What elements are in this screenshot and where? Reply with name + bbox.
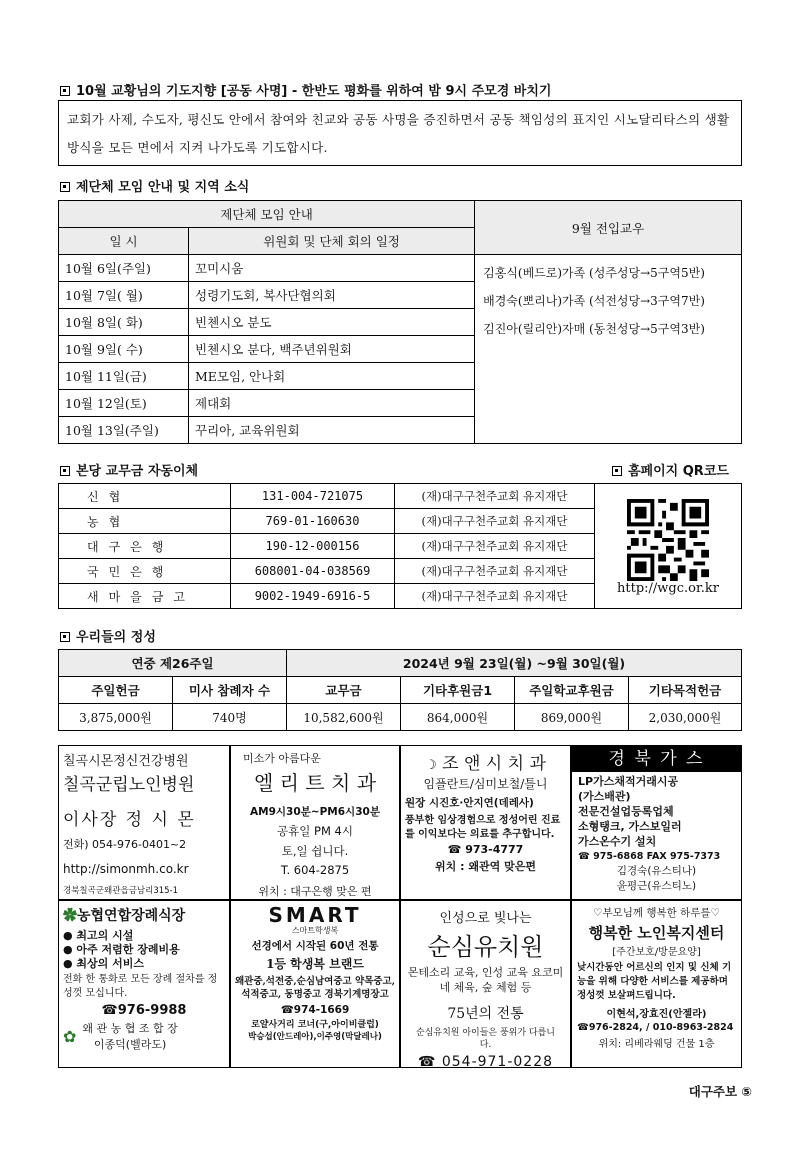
qr-code-icon[interactable] [627,499,709,581]
ad-line: ● 최상의 서비스 [63,957,145,970]
ad-logo: SMART [268,903,362,927]
ad-title: 1등 학생복 브랜드 [266,957,364,971]
table-row [59,484,742,509]
list-item: 배경숙(뽀리나)가족 (석전성당→3구역7반) [483,294,705,308]
list-item: 김홍식(베드로)가족 (성주성당→5구역5반) [483,266,705,280]
ad-line: 풍부한 임상경험으로 정성어린 진료를 이익보다는 의료를 추구합니다. [405,815,561,840]
ad-address: 로얄사거리 코너(구,아이비클럽) [251,1020,379,1030]
ad-title: 순심유치원 [427,933,544,961]
ad-line: 몬테소리 교육, 인성 교육 요코미네 체육, 숲 체험 등 [407,966,564,994]
account-holder: (재)대구구천주교회 유지재단 [395,584,595,609]
list-item: 김진아(릴리안)자매 (동천성당→5구역3반) [483,322,705,336]
meetings-table-title: 제단체 모임 안내 [59,201,475,228]
account-holder: (재)대구구천주교회 유지재단 [395,509,595,534]
qr-cell [595,484,742,609]
meeting-date: 10월 7일( 월) [59,282,189,309]
ad-line: 이종덕(벨라도) [93,1038,167,1051]
account-holder: (재)대구구천주교회 유지재단 [395,534,595,559]
square-bullet-icon [60,86,70,96]
offering-period: 2024년 9월 23일(월) ~9월 30일(월) [287,650,742,677]
intention-heading: 10월 교황님의 기도지향 [공동 사명] - 한반도 평화를 위하여 밤 9시 주모경 바치기 [60,80,551,99]
col-header: 미사 참례자 수 [173,677,287,704]
col-date: 일 시 [59,228,189,255]
tooth-icon: ☽ [425,758,437,773]
offering-heading: 우리들의 정성 [60,626,156,645]
ad-line: 인성으로 빛나는 [439,911,532,926]
qr-heading: 홈페이지 QR코드 [612,460,729,479]
offering-value: 740명 [173,704,287,731]
meeting-date: 10월 12일(토) [59,390,189,417]
square-bullet-icon [60,632,70,642]
meeting-event: 빈첸시오 분도 [189,309,475,336]
square-bullet-icon [612,466,622,476]
ad-line: 왜 관 농 협 조 합 장 [82,1022,178,1035]
col-header: 기타후원금1 [401,677,515,704]
ad-line: 75년의 전통 [447,1006,524,1022]
bank-name: 국민은행 [59,559,231,584]
leaf-icon: ✿ [63,908,77,924]
col-header: 주일학교후원금 [515,677,629,704]
ad-line: 낮시간동안 어르신의 인지 및 신체 기능을 위해 다양한 서비스를 제공하며 정성껏 보살펴드립니다. [577,962,732,1001]
meeting-date: 10월 8일( 화) [59,309,189,336]
col-header: 기타목적헌금 [629,677,742,704]
ad-line: 전화 한 통화로 모든 장례 절차를 정성껏 모십니다. [63,974,218,999]
table-row [59,704,742,731]
ad-line: 소형탱크, 가스보일러 [578,820,682,833]
offering-value: 869,000원 [515,704,629,731]
ad-line: ● 최고의 시설 [63,929,134,942]
col-header: 주일헌금 [59,677,173,704]
ad-line: 스마트학생복 [291,926,339,935]
meeting-event: 성령기도회, 복사단협의회 [189,282,475,309]
ad-line: 박승섭(안드레아),이주영(막달레나) [248,1032,382,1042]
meeting-date: 10월 11일(금) [59,363,189,390]
account-holder: (재)대구구천주교회 유지재단 [395,484,595,509]
ad-phone: ☎ 973-4777 [447,843,524,856]
offering-value: 2,030,000원 [629,704,742,731]
square-bullet-icon [60,182,70,192]
account-number: 131-004-721075 [231,484,395,509]
ad-line: 전문건설업등록업체 [578,805,674,818]
ad-url[interactable]: http://simonmh.co.kr [63,862,189,876]
ad-phone: ☎ 054-971-0228 [417,1054,554,1068]
ad-line: (가스배관) [578,790,631,803]
meetings-table [58,200,742,444]
account-holder: (재)대구구천주교회 유지재단 [395,559,595,584]
ad-smart-uniform [230,900,400,1068]
ad-title: 농협연합장례식장 [77,908,186,924]
ad-line: ● 아주 저렴한 장례비용 [63,943,180,956]
meeting-date: 10월 9일( 수) [59,336,189,363]
bank-name: 새마을금고 [59,584,231,609]
bank-name: 농협 [59,509,231,534]
leaf-icon: ✿ [63,1026,77,1046]
bank-heading: 본당 교무금 자동이체 [60,460,198,479]
ad-address: 위치 : 왜관역 맞은편 [435,860,536,873]
account-number: 190-12-000156 [231,534,395,559]
ad-address: 위치 : 대구은행 맞은 편 [258,885,372,898]
offering-value: 864,000원 [401,704,515,731]
ad-line: 왜관중,석전중,순심남여중고 약목중고, 석적중고, 동명중고 경북기계명장고 [234,976,396,1000]
ad-title: 칠곡군립노인병원 [63,775,195,795]
ad-title: 경 북 가 스 [572,746,741,772]
intention-box [58,100,742,166]
homepage-url[interactable]: http://wgc.or.kr [617,580,719,596]
intention-text: 교회가 사제, 수도자, 평신도 안에서 참여와 친교와 공동 사명을 증진하면서 공동 책임성의 표지인 시노달리타스의 생활 방식을 모든 면에서 지켜 나가도록 기도합시다. [67,112,730,155]
ad-line: 원장 시진호·안지연(데레사) [405,797,534,809]
ad-line: 가스온수기 설치 [578,835,657,848]
ad-line: 선경에서 시작된 60년 전통 [251,940,379,952]
ad-elite-dental [230,745,400,900]
account-number: 769-01-160630 [231,509,395,534]
ad-address: 위치: 리베라웨딩 건물 1층 [598,1039,715,1050]
ad-phone: ☎ 975-6868 FAX 975-7373 [578,851,721,862]
account-number: 608001-04-038569 [231,559,395,584]
ad-phone: ☎976-9988 [101,1003,187,1018]
meeting-date: 10월 6일(주일) [59,255,189,282]
ad-phone: 전화) 054-976-0401~2 [63,838,187,851]
ad-title: 엘 리 트 치 과 [253,771,377,795]
ad-line: [주간보호/방문요양] [612,947,701,958]
ad-gyeongbuk-gas [571,745,742,900]
table-row [59,255,742,282]
ad-line: 이현석,장효진(안젤라) [606,1009,707,1020]
ad-title: 행복한 노인복지센터 [588,924,725,942]
col-header: 교무금 [287,677,401,704]
meeting-event: 빈첸시오 분다, 백주년위원회 [189,336,475,363]
page-footer: 대구주보 ⑤ [688,1084,752,1099]
ad-line: 임플란트/심미보철/틀니 [423,777,548,791]
ad-line: 윤평근(유스티노) [616,880,697,892]
ad-sunsim-kindergarten [400,900,571,1068]
ad-line: ♡부모님께 행복한 하루를♡ [593,907,720,919]
new-members-title: 9월 전입교우 [475,201,742,255]
ad-line: 순심유치원 아이들은 풍위가 다릅니다. [416,1028,555,1050]
offering-value: 3,875,000원 [59,704,173,731]
ad-line: 미소가 아름다운 [243,752,321,765]
ad-title: 조 앤 시 치 과 [442,754,546,774]
ad-phone: T. 604-2875 [280,863,350,877]
meeting-date: 10월 13일(주일) [59,417,189,444]
offering-value: 10,582,600원 [287,704,401,731]
ad-line: 김경숙(유스티나) [616,865,697,877]
meeting-event: ME모임, 안나회 [189,363,475,390]
ad-simon-hospital [58,745,230,900]
meeting-event: 제대회 [189,390,475,417]
ad-line: AM9시30분~PM6시30분 [250,806,380,818]
meetings-heading: 제단체 모임 안내 및 지역 소식 [60,176,249,195]
bank-name: 대구은행 [59,534,231,559]
col-schedule: 위원회 및 단체 회의 일정 [189,228,475,255]
ad-joansi-dental [400,745,571,900]
ad-line: 칠곡시몬정신건강병원 [63,754,189,769]
ad-line: 토,일 쉽니다. [281,844,349,858]
meeting-event: 꼬미시움 [189,255,475,282]
ad-phone: ☎976-2824, / 010-8963-2824 [577,1022,734,1033]
offering-table [58,649,742,731]
bank-name: 신협 [59,484,231,509]
offering-week: 연중 제26주일 [59,650,287,677]
bank-table [58,483,742,609]
ad-line: 이사장 정 시 몬 [63,810,196,830]
square-bullet-icon [60,466,70,476]
meeting-event: 꾸리아, 교육위원회 [189,417,475,444]
ad-phone: ☎974-1669 [280,1004,350,1016]
ad-line: 공휴일 PM 4시 [277,824,353,838]
ad-line: LP가스채적거래시공 [578,775,679,788]
account-number: 9002-1949-6916-5 [231,584,395,609]
ad-happy-senior-center [571,900,742,1068]
ad-nonghyup-funeral [58,900,230,1068]
ad-address: 경북칠곡군왜관읍금남리315-1 [63,886,179,896]
new-members-list [475,255,742,444]
